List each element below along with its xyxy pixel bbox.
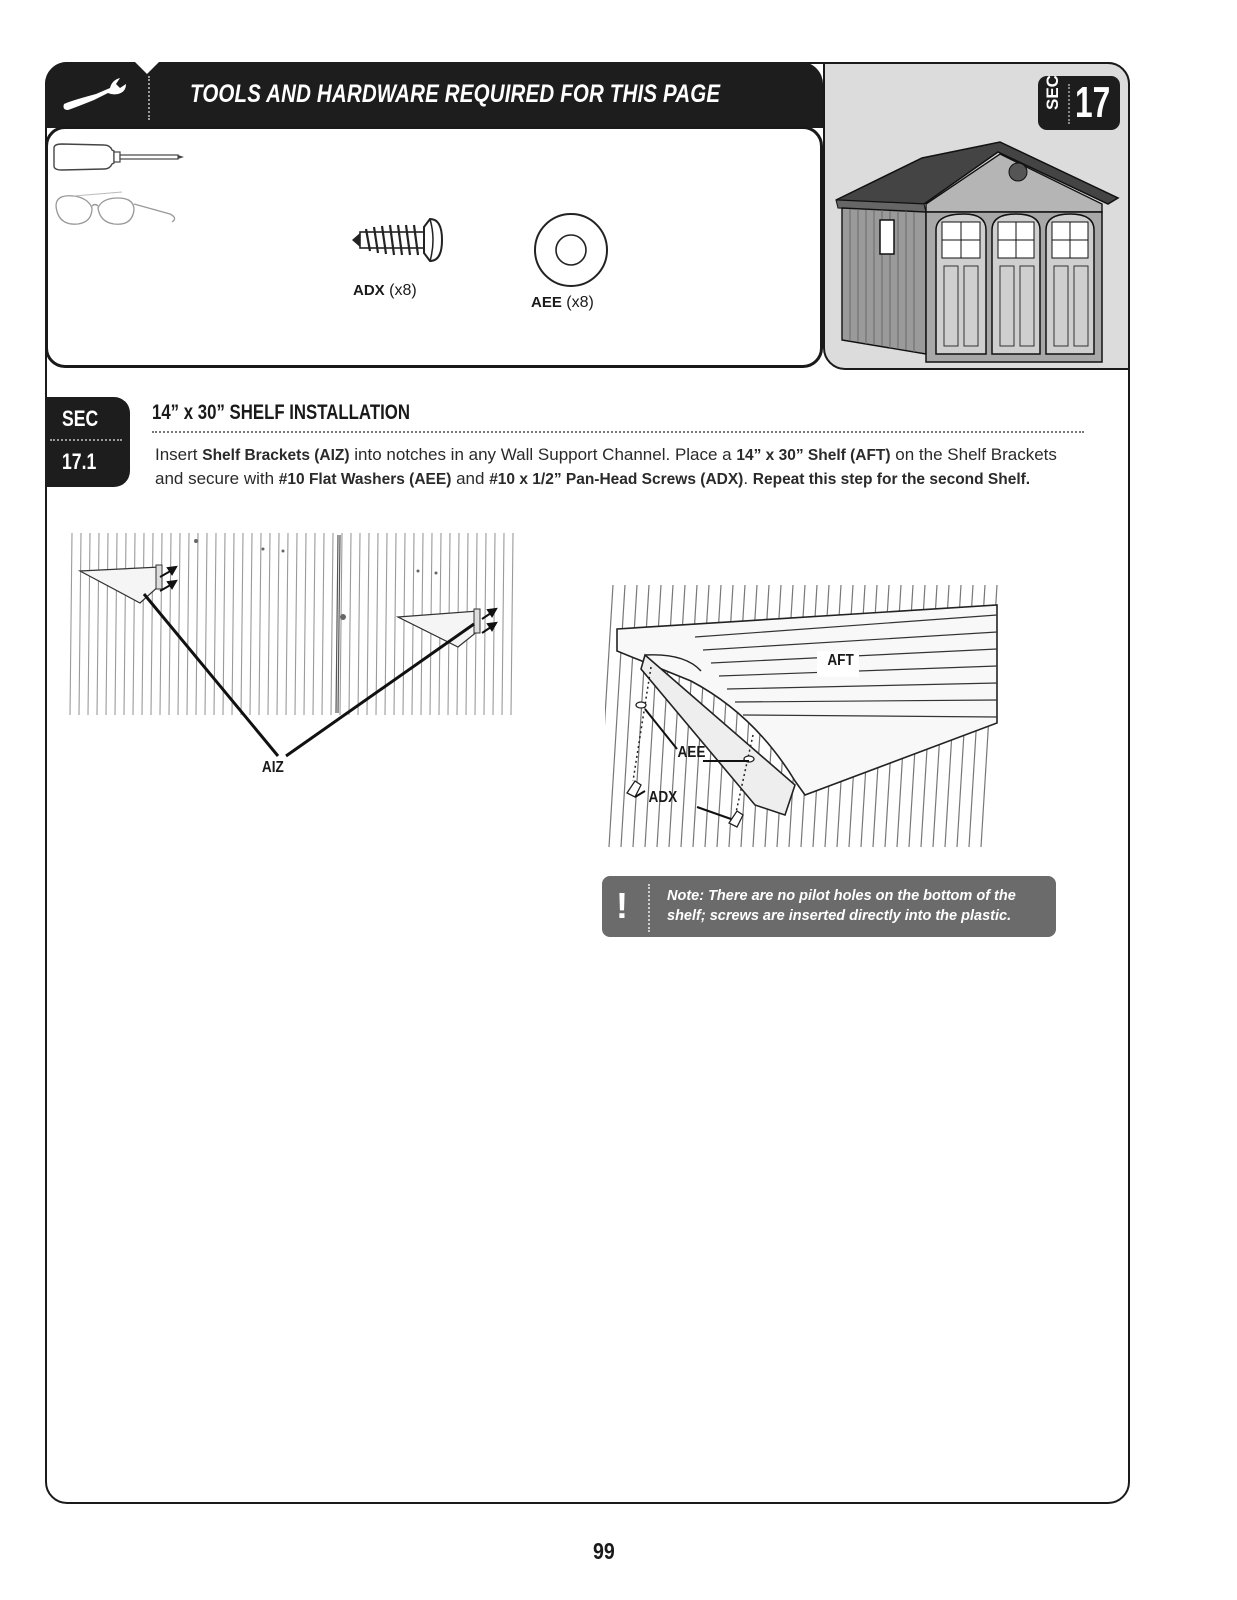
hardware-label-adx: ADX (x8) xyxy=(353,282,417,299)
instruction-fragment: into notches in any Wall Support Channel. Place a xyxy=(349,445,737,464)
section-badge-number: 17 xyxy=(1075,78,1111,127)
step-tab-number: 17.1 xyxy=(62,449,97,474)
safety-glasses-icon xyxy=(52,188,182,243)
step-instructions xyxy=(155,443,1085,491)
section-badge-label: SEC xyxy=(1043,75,1062,110)
shed-illustration xyxy=(832,140,1124,370)
section-badge-divider xyxy=(1068,84,1070,124)
wrench-icon xyxy=(60,74,132,119)
callout-aiz: AIZ xyxy=(261,759,284,776)
callout-aft: AFT xyxy=(827,652,854,669)
aiz-leader-lines xyxy=(140,590,500,775)
instruction-fragment-bold: 14” x 30” Shelf (AFT) xyxy=(736,447,891,464)
step-tab-divider xyxy=(50,439,122,441)
callout-aee: AEE xyxy=(677,744,706,761)
instruction-fragment: on the Shelf Brackets and secure with xyxy=(155,445,1057,488)
shelf-install-illustration xyxy=(605,585,999,852)
note-text: Note: There are no pilot holes on the bottom of the shelf; screws are inserted directly into the plastic. xyxy=(667,888,1016,924)
pan-head-screw-icon xyxy=(350,215,446,270)
instruction-fragment: and xyxy=(451,469,490,488)
exclamation-icon: ! xyxy=(616,885,628,926)
instruction-fragment-bold: Repeat this step for the second Shelf. xyxy=(752,471,1031,488)
instruction-fragment: . xyxy=(743,469,753,488)
header-notch xyxy=(135,62,159,74)
header-divider xyxy=(148,76,150,120)
step-title: 14” x 30” SHELF INSTALLATION xyxy=(152,401,410,424)
tools-header-title: TOOLS AND HARDWARE REQUIRED FOR THIS PAGE xyxy=(190,80,721,108)
flat-washer-icon xyxy=(532,211,610,294)
step-tab-sec: SEC xyxy=(62,406,99,431)
instruction-fragment-bold: #10 Flat Washers (AEE) xyxy=(278,471,452,488)
screwdriver-icon xyxy=(52,143,187,176)
step-title-rule xyxy=(152,431,1084,433)
callout-adx: ADX xyxy=(648,789,678,806)
instruction-fragment-bold: #10 x 1/2” Pan-Head Screws (ADX) xyxy=(489,471,744,488)
hardware-label-aee: AEE (x8) xyxy=(531,294,594,311)
page-number: 99 xyxy=(593,1538,615,1564)
instruction-fragment: Insert xyxy=(155,445,203,464)
instruction-fragment-bold: Shelf Brackets (AIZ) xyxy=(202,447,350,464)
note-divider xyxy=(648,884,650,932)
